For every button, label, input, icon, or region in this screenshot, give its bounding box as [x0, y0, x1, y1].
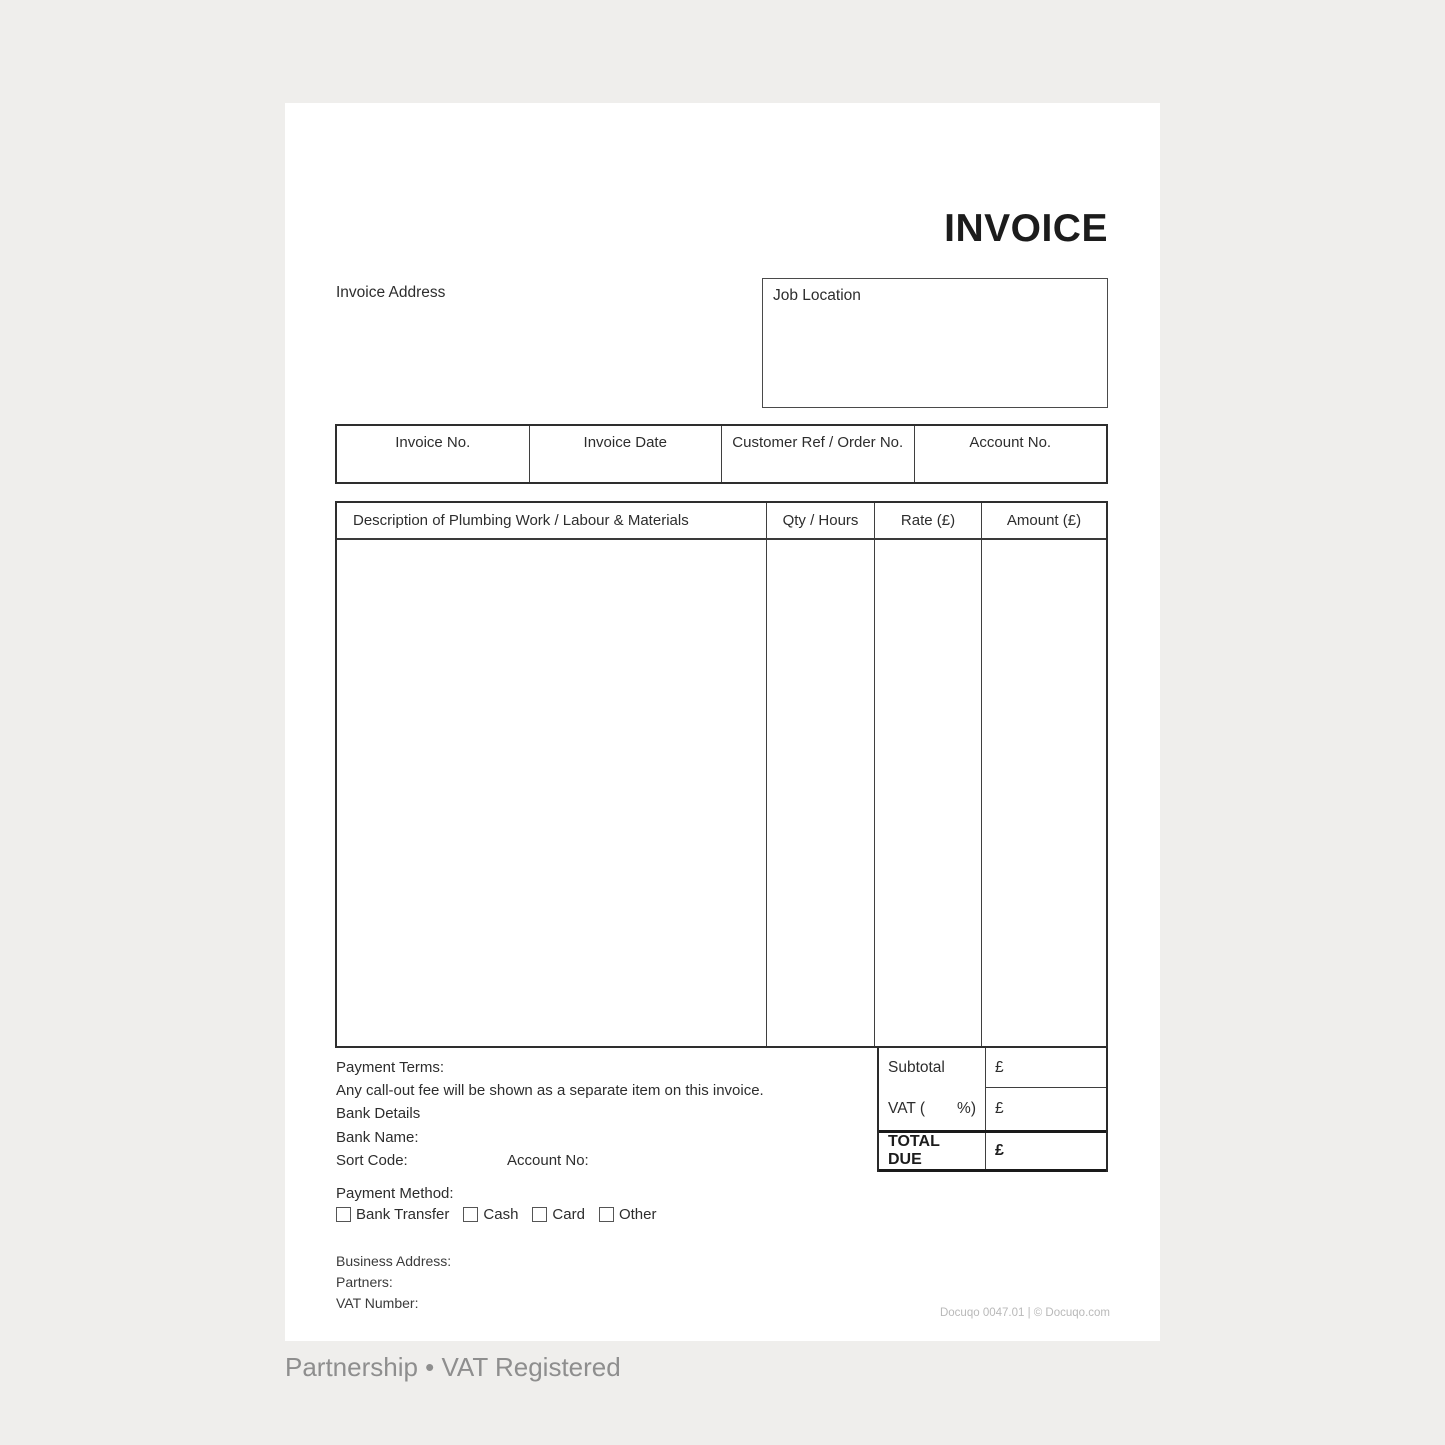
items-table-header — [337, 503, 1106, 540]
amount-column-header: Amount (£) — [1006, 512, 1082, 529]
customer-ref-header: Customer Ref / Order No. — [722, 426, 915, 482]
bank-details-label: Bank Details — [336, 1105, 421, 1122]
qty-hours-column-header: Qty / Hours — [767, 503, 875, 538]
totals-box — [877, 1048, 1108, 1172]
method-other[interactable] — [599, 1206, 657, 1223]
method-cash[interactable] — [463, 1206, 518, 1223]
vat-amount-cell: £ — [995, 1100, 1004, 1117]
qty-hours-column-body — [767, 540, 875, 1046]
invoice-date-header: Invoice Date — [530, 426, 723, 482]
product-caption: Partnership • VAT Registered — [285, 1352, 621, 1382]
total-due-amount-cell: £ — [995, 1142, 1004, 1159]
rate-column-body — [875, 540, 982, 1046]
callout-fee-note: Any call-out fee will be shown as a separate item on this invoice. — [336, 1082, 764, 1099]
other-checkbox[interactable] — [599, 1207, 614, 1222]
payment-method-options — [336, 1206, 656, 1223]
cash-label: Cash — [483, 1206, 519, 1223]
amount-column-body — [982, 540, 1106, 1046]
description-column-header: Description of Plumbing Work / Labour & Materials — [337, 503, 767, 538]
vat-number-label: VAT Number: — [336, 1295, 419, 1311]
job-location-box — [762, 278, 1108, 408]
rate-column-header: Rate (£) — [875, 503, 982, 538]
items-table — [335, 501, 1108, 1048]
invoice-address-label: Invoice Address — [336, 284, 446, 301]
total-due-row — [879, 1130, 1106, 1172]
invoice-no-header: Invoice No. — [337, 426, 530, 482]
bank-transfer-checkbox[interactable] — [336, 1207, 351, 1222]
vat-row — [879, 1088, 1106, 1130]
items-table-body — [337, 540, 1106, 1046]
subtotal-row — [879, 1048, 1106, 1088]
account-no-label: Account No: — [507, 1152, 589, 1169]
method-bank-transfer[interactable] — [336, 1206, 449, 1223]
business-address-label: Business Address: — [336, 1253, 452, 1269]
docuqo-credit: Docuqo 0047.01 | © Docuqo.com — [939, 1307, 1110, 1319]
vat-label-open: VAT ( — [888, 1100, 926, 1117]
bank-transfer-label: Bank Transfer — [356, 1206, 450, 1223]
card-label: Card — [552, 1206, 585, 1223]
method-card[interactable] — [532, 1206, 585, 1223]
sort-code-label: Sort Code: — [336, 1152, 408, 1169]
vat-label-close: %) — [957, 1100, 976, 1117]
account-no-header: Account No. — [969, 434, 1052, 451]
other-label: Other — [618, 1206, 657, 1223]
vat-label — [879, 1088, 986, 1130]
payment-terms-label: Payment Terms: — [336, 1059, 445, 1076]
payment-method-label: Payment Method: — [336, 1185, 454, 1202]
card-checkbox[interactable] — [532, 1207, 547, 1222]
bank-name-label: Bank Name: — [336, 1129, 419, 1146]
invoice-info-row — [335, 424, 1108, 484]
partners-label: Partners: — [336, 1274, 393, 1290]
description-column-body — [337, 540, 767, 1046]
invoice-title: INVOICE — [944, 207, 1108, 250]
subtotal-amount-cell: £ — [986, 1048, 1106, 1088]
cash-checkbox[interactable] — [463, 1207, 478, 1222]
invoice-document-page — [285, 103, 1160, 1341]
job-location-label: Job Location — [773, 287, 861, 304]
subtotal-label: Subtotal — [879, 1048, 986, 1088]
total-due-label: TOTAL DUE — [879, 1133, 986, 1169]
